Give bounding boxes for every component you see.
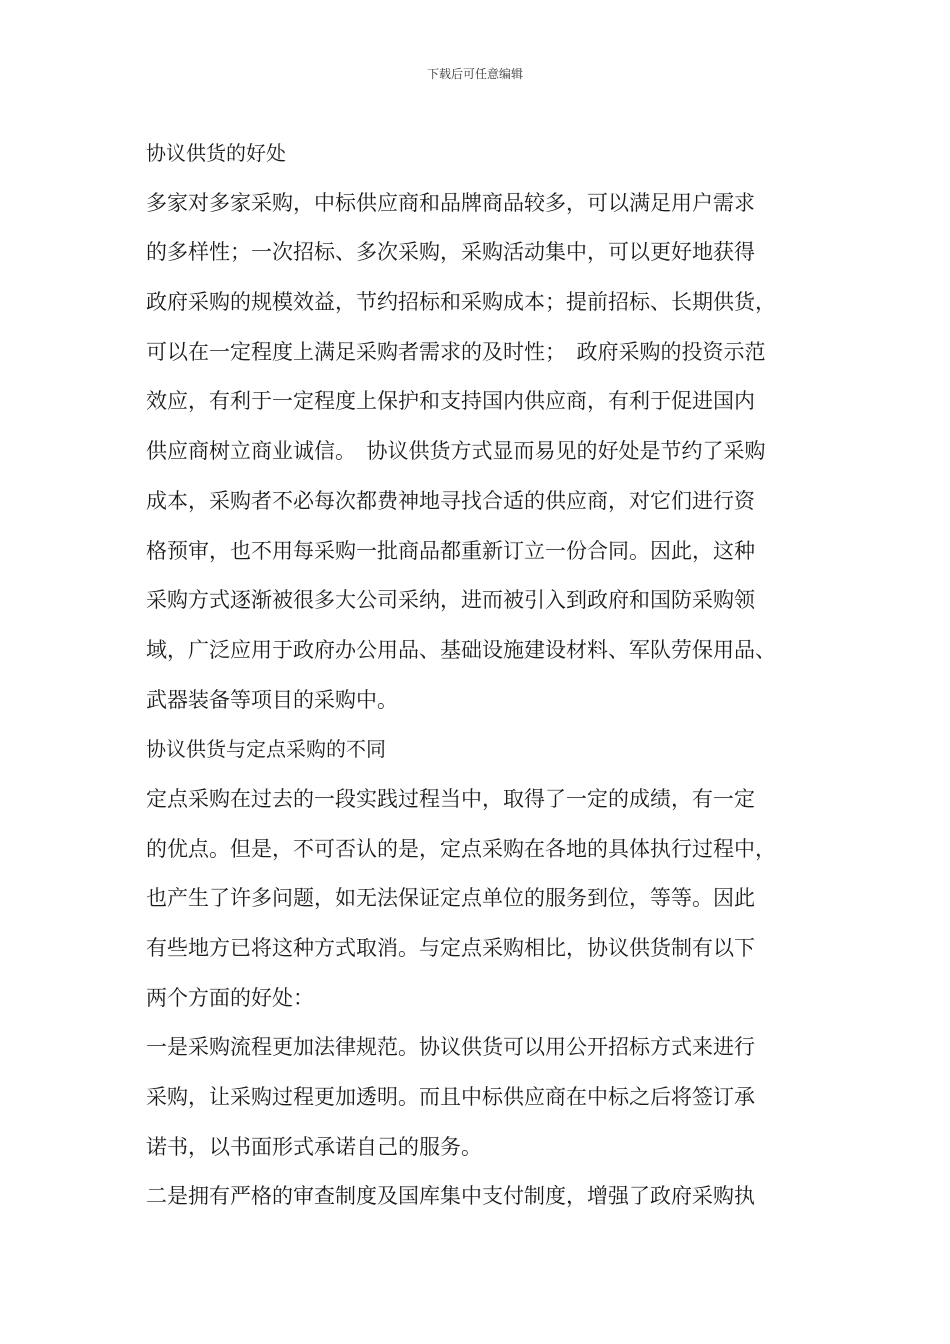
section-heading: 协议供货与定点采购的不同 [146, 737, 386, 762]
paragraph-line: 定点采购在过去的一段实践过程当中，取得了一定的成绩，有一定 [146, 786, 755, 811]
paragraph-line: 可以在一定程度上满足采购者需求的及时性； 政府采购的投资示范 [146, 339, 766, 364]
paragraph-line: 多家对多家采购，中标供应商和品牌商品较多，可以满足用户需求 [146, 190, 755, 215]
paragraph-line: 域，广泛应用于政府办公用品、基础设施建设材料、军队劳保用品、 [146, 637, 776, 662]
paragraph-line: 武器装备等项目的采购中。 [146, 687, 398, 712]
paragraph-line: 格预审，也不用每采购一批商品都重新订立一份合同。因此，这种 [146, 538, 755, 563]
paragraph-line: 两个方面的好处： [146, 985, 314, 1010]
paragraph-line: 有些地方已将这种方式取消。与定点采购相比，协议供货制有以下 [146, 936, 755, 960]
paragraph-line: 也产生了许多问题，如无法保证定点单位的服务到位，等等。因此 [146, 886, 755, 911]
paragraph-line: 供应商树立商业诚信。 协议供货方式显而易见的好处是节约了采购 [146, 439, 766, 464]
paragraph-line: 采购方式逐渐被很多大公司采纳，进而被引入到政府和国防采购领 [146, 588, 755, 613]
section-heading: 协议供货的好处 [146, 141, 286, 165]
document-body [146, 132, 826, 1225]
paragraph-line: 的多样性；一次招标、多次采购，采购活动集中，可以更好地获得 [146, 240, 755, 265]
paragraph-line: 诺书，以书面形式承诺自己的服务。 [146, 1134, 482, 1159]
paragraph-line: 采购，让采购过程更加透明。而且中标供应商在中标之后将签订承 [146, 1085, 755, 1110]
paragraph-line: 二是拥有严格的审查制度及国库集中支付制度，增强了政府采购执 [146, 1184, 755, 1209]
paragraph-line: 政府采购的规模效益，节约招标和采购成本；提前招标、长期供货， [146, 290, 776, 315]
paragraph-line: 成本，采购者不必每次都费神地寻找合适的供应商，对它们进行资 [146, 488, 755, 513]
page-header-note: 下载后可任意编辑 [426, 67, 523, 81]
paragraph-line: 的优点。但是，不可否认的是，定点采购在各地的具体执行过程中， [146, 836, 776, 861]
paragraph-line: 一是采购流程更加法律规范。协议供货可以用公开招标方式来进行 [146, 1035, 755, 1060]
paragraph-line: 效应，有利于一定程度上保护和支持国内供应商，有利于促进国内 [146, 389, 755, 414]
